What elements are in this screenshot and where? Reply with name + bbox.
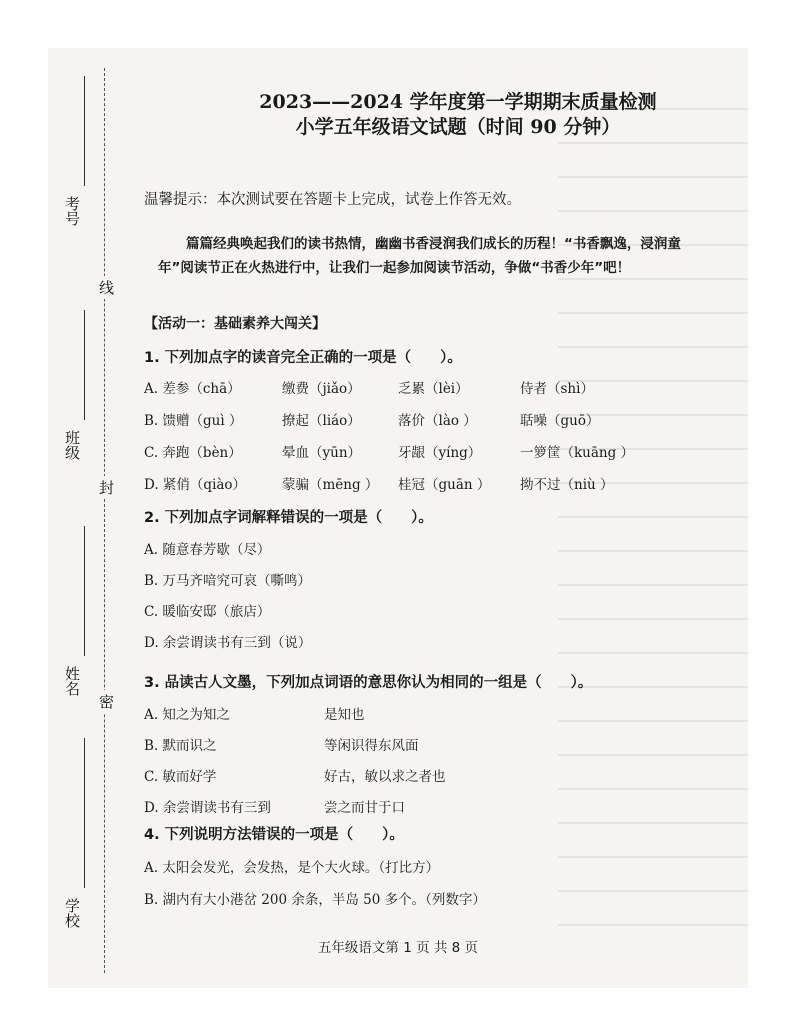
binding-strip <box>48 48 140 988</box>
question-3-option-d-item-1: D. 余尝谓读书有三到 <box>144 800 271 816</box>
question-3-option-a-item-1: A. 知之为知之 <box>144 707 230 723</box>
question-3-option-d-item-2: 尝之而甘于口 <box>324 800 405 816</box>
question-3-option-c-item-2: 好古，敏以求之者也 <box>324 769 446 785</box>
question-1-option-a-item-2: 缴费（jiǎo） <box>282 381 361 397</box>
question-1-option-b-item-4: 聒噪（guō） <box>520 413 600 429</box>
question-4-option-b: B. 湖内有大小港岔 200 余条，半岛 50 多个。（列数字） <box>144 892 486 908</box>
question-1-option-a-item-4: 侍者（shì） <box>520 381 594 397</box>
seal-mark-secret: 密 <box>96 690 117 713</box>
question-2-option-d: D. 余尝谓读书有三到（说） <box>144 635 312 651</box>
question-1-option-a-item-3: 乏累（lèi） <box>398 381 469 397</box>
question-4-stem: 4. 下列说明方法错误的一项是（ ）。 <box>144 827 404 843</box>
class-line <box>84 310 85 420</box>
seal-mark-seal: 封 <box>96 476 117 499</box>
question-2-option-c: C. 暖临安邸（旅店） <box>144 604 271 620</box>
question-1-option-d-item-3: 桂冠（guān ） <box>398 477 491 493</box>
question-1-option-d-item-1: D. 紧俏（qiào） <box>144 477 247 493</box>
question-3-option-c-item-1: C. 敏而好学 <box>144 769 217 785</box>
question-1-option-b-item-1: B. 馈赠（guì ） <box>144 413 243 429</box>
question-2-stem: 2. 下列加点字词解释错误的一项是（ ）。 <box>144 510 433 526</box>
question-4-option-a: A. 太阳会发光，会发热，是个大火球。（打比方） <box>144 860 440 876</box>
question-1-stem: 1. 下列加点字的读音完全正确的一项是（ ）。 <box>144 350 462 366</box>
question-1-option-c-item-1: C. 奔跑（bèn） <box>144 445 242 461</box>
question-3-stem: 3. 品读古人文墨，下列加点词语的意思你认为相同的一组是（ ）。 <box>144 675 593 691</box>
question-1-option-a-item-1: A. 差参（chā） <box>144 381 241 397</box>
page-footer: 五年级语文第 1 页 共 8 页 <box>317 940 479 956</box>
question-1-option-c-item-2: 晕血（yūn） <box>282 445 362 461</box>
title-line-2: 小学五年级语文试题（时间 90 分钟） <box>295 116 621 138</box>
bleed-through-texture <box>558 108 748 928</box>
question-1-option-b-item-2: 撩起（liáo） <box>282 413 361 429</box>
question-2-option-a: A. 随意春芳歇（尽） <box>144 542 271 558</box>
question-1-option-c-item-3: 牙龈（yíng） <box>398 445 482 461</box>
reminder-text: 温馨提示：本次测试要在答题卡上完成，试卷上作答无效。 <box>144 192 521 208</box>
question-3-option-b-item-1: B. 默而识之 <box>144 738 217 754</box>
exam-number-line <box>84 76 85 186</box>
question-2-option-b: B. 万马齐喑究可哀（嘶鸣） <box>144 573 312 589</box>
name-label: 姓名 <box>62 662 83 700</box>
question-1-option-c-item-4: 一箩筐（kuāng ） <box>520 445 635 461</box>
title-line-1: 2023——2024 学年度第一学期期末质量检测 <box>259 91 657 113</box>
seal-mark-line: 线 <box>96 276 117 299</box>
class-label: 班级 <box>62 426 83 464</box>
exam-page <box>48 48 748 988</box>
question-1-option-b-item-3: 落价（lào ） <box>398 413 477 429</box>
exam-number-label: 考号 <box>62 192 83 230</box>
seal-dashed-line <box>104 68 105 973</box>
question-1-option-d-item-4: 拗不过（niù ） <box>520 477 614 493</box>
name-line <box>84 526 85 656</box>
school-label: 学校 <box>62 894 83 932</box>
exam-title <box>228 90 688 140</box>
question-1-option-d-item-2: 蒙骗（mēng ） <box>282 477 379 493</box>
school-line <box>84 738 85 888</box>
question-3-option-b-item-2: 等闲识得东风面 <box>324 738 419 754</box>
question-3-option-a-item-2: 是知也 <box>324 707 365 723</box>
section-heading: 【活动一：基础素养大闯关】 <box>144 316 326 332</box>
intro-paragraph: 篇篇经典唤起我们的读书热情，幽幽书香浸润我们成长的历程！“书香飘逸，浸润童年”阅读节正在火热进行中，让我们一起参加阅读节活动，争做“书香少年”吧！ <box>158 236 681 276</box>
